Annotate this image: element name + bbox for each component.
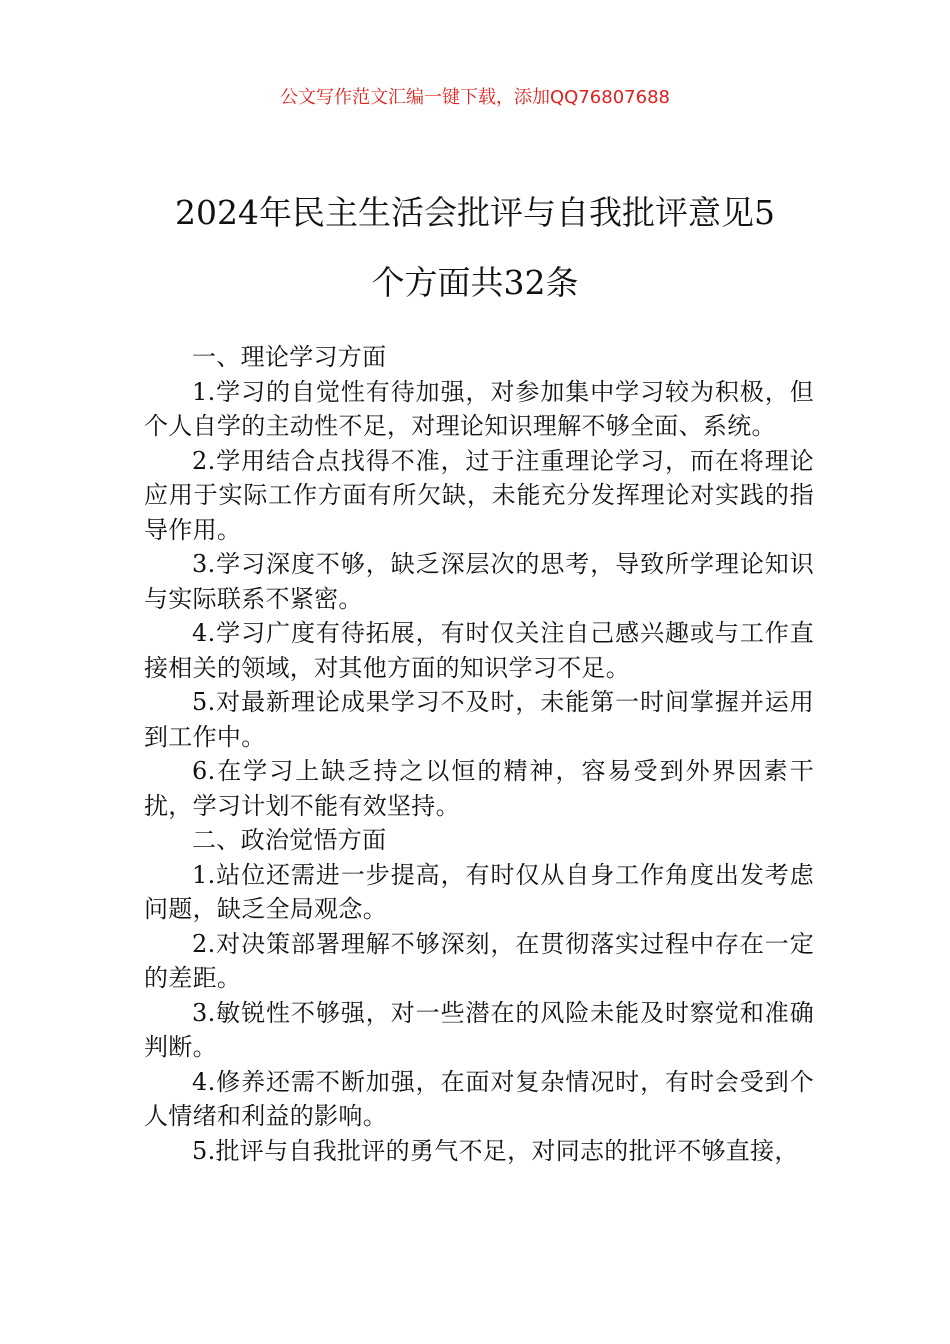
section-heading: 一、理论学习方面 [192, 343, 387, 371]
list-item: 2.学用结合点找得不准，过于注重理论学习，而在将理论应用于实际工作方面有所欠缺，未能充分发挥理论对实践的指导作用。 [144, 446, 814, 544]
list-item: 2.对决策部署理解不够深刻，在贯彻落实过程中存在一定的差距。 [144, 929, 814, 992]
document-body [144, 340, 814, 1168]
list-item: 4.学习广度有待拓展，有时仅关注自己感兴趣或与工作直接相关的领域，对其他方面的知识学习不足。 [144, 619, 814, 682]
title-line-2: 个方面共32条 [371, 263, 579, 302]
document-title [100, 178, 850, 318]
title-line-1: 2024年民主生活会批评与自我批评意见5 [175, 193, 775, 232]
section-heading: 二、政治觉悟方面 [192, 826, 387, 854]
list-item: 4.修养还需不断加强，在面对复杂情况时，有时会受到个人情绪和利益的影响。 [144, 1067, 814, 1130]
download-banner-link[interactable]: 公文写作范文汇编一键下载，添加QQ76807688 [280, 87, 670, 108]
list-item: 1.站位还需进一步提高，有时仅从自身工作角度出发考虑问题，缺乏全局观念。 [144, 860, 814, 923]
list-item: 5.对最新理论成果学习不及时，未能第一时间掌握并运用到工作中。 [144, 688, 814, 751]
list-item: 6.在学习上缺乏持之以恒的精神，容易受到外界因素干扰，学习计划不能有效坚持。 [144, 757, 814, 820]
list-item: 1.学习的自觉性有待加强，对参加集中学习较为积极，但个人自学的主动性不足，对理论知识理解不够全面、系统。 [144, 377, 814, 440]
list-item: 5.批评与自我批评的勇气不足，对同志的批评不够直接， [192, 1136, 799, 1165]
list-item: 3.敏锐性不够强，对一些潜在的风险未能及时察觉和准确判断。 [144, 998, 814, 1061]
list-item: 3.学习深度不够，缺乏深层次的思考，导致所学理论知识与实际联系不紧密。 [144, 550, 814, 613]
